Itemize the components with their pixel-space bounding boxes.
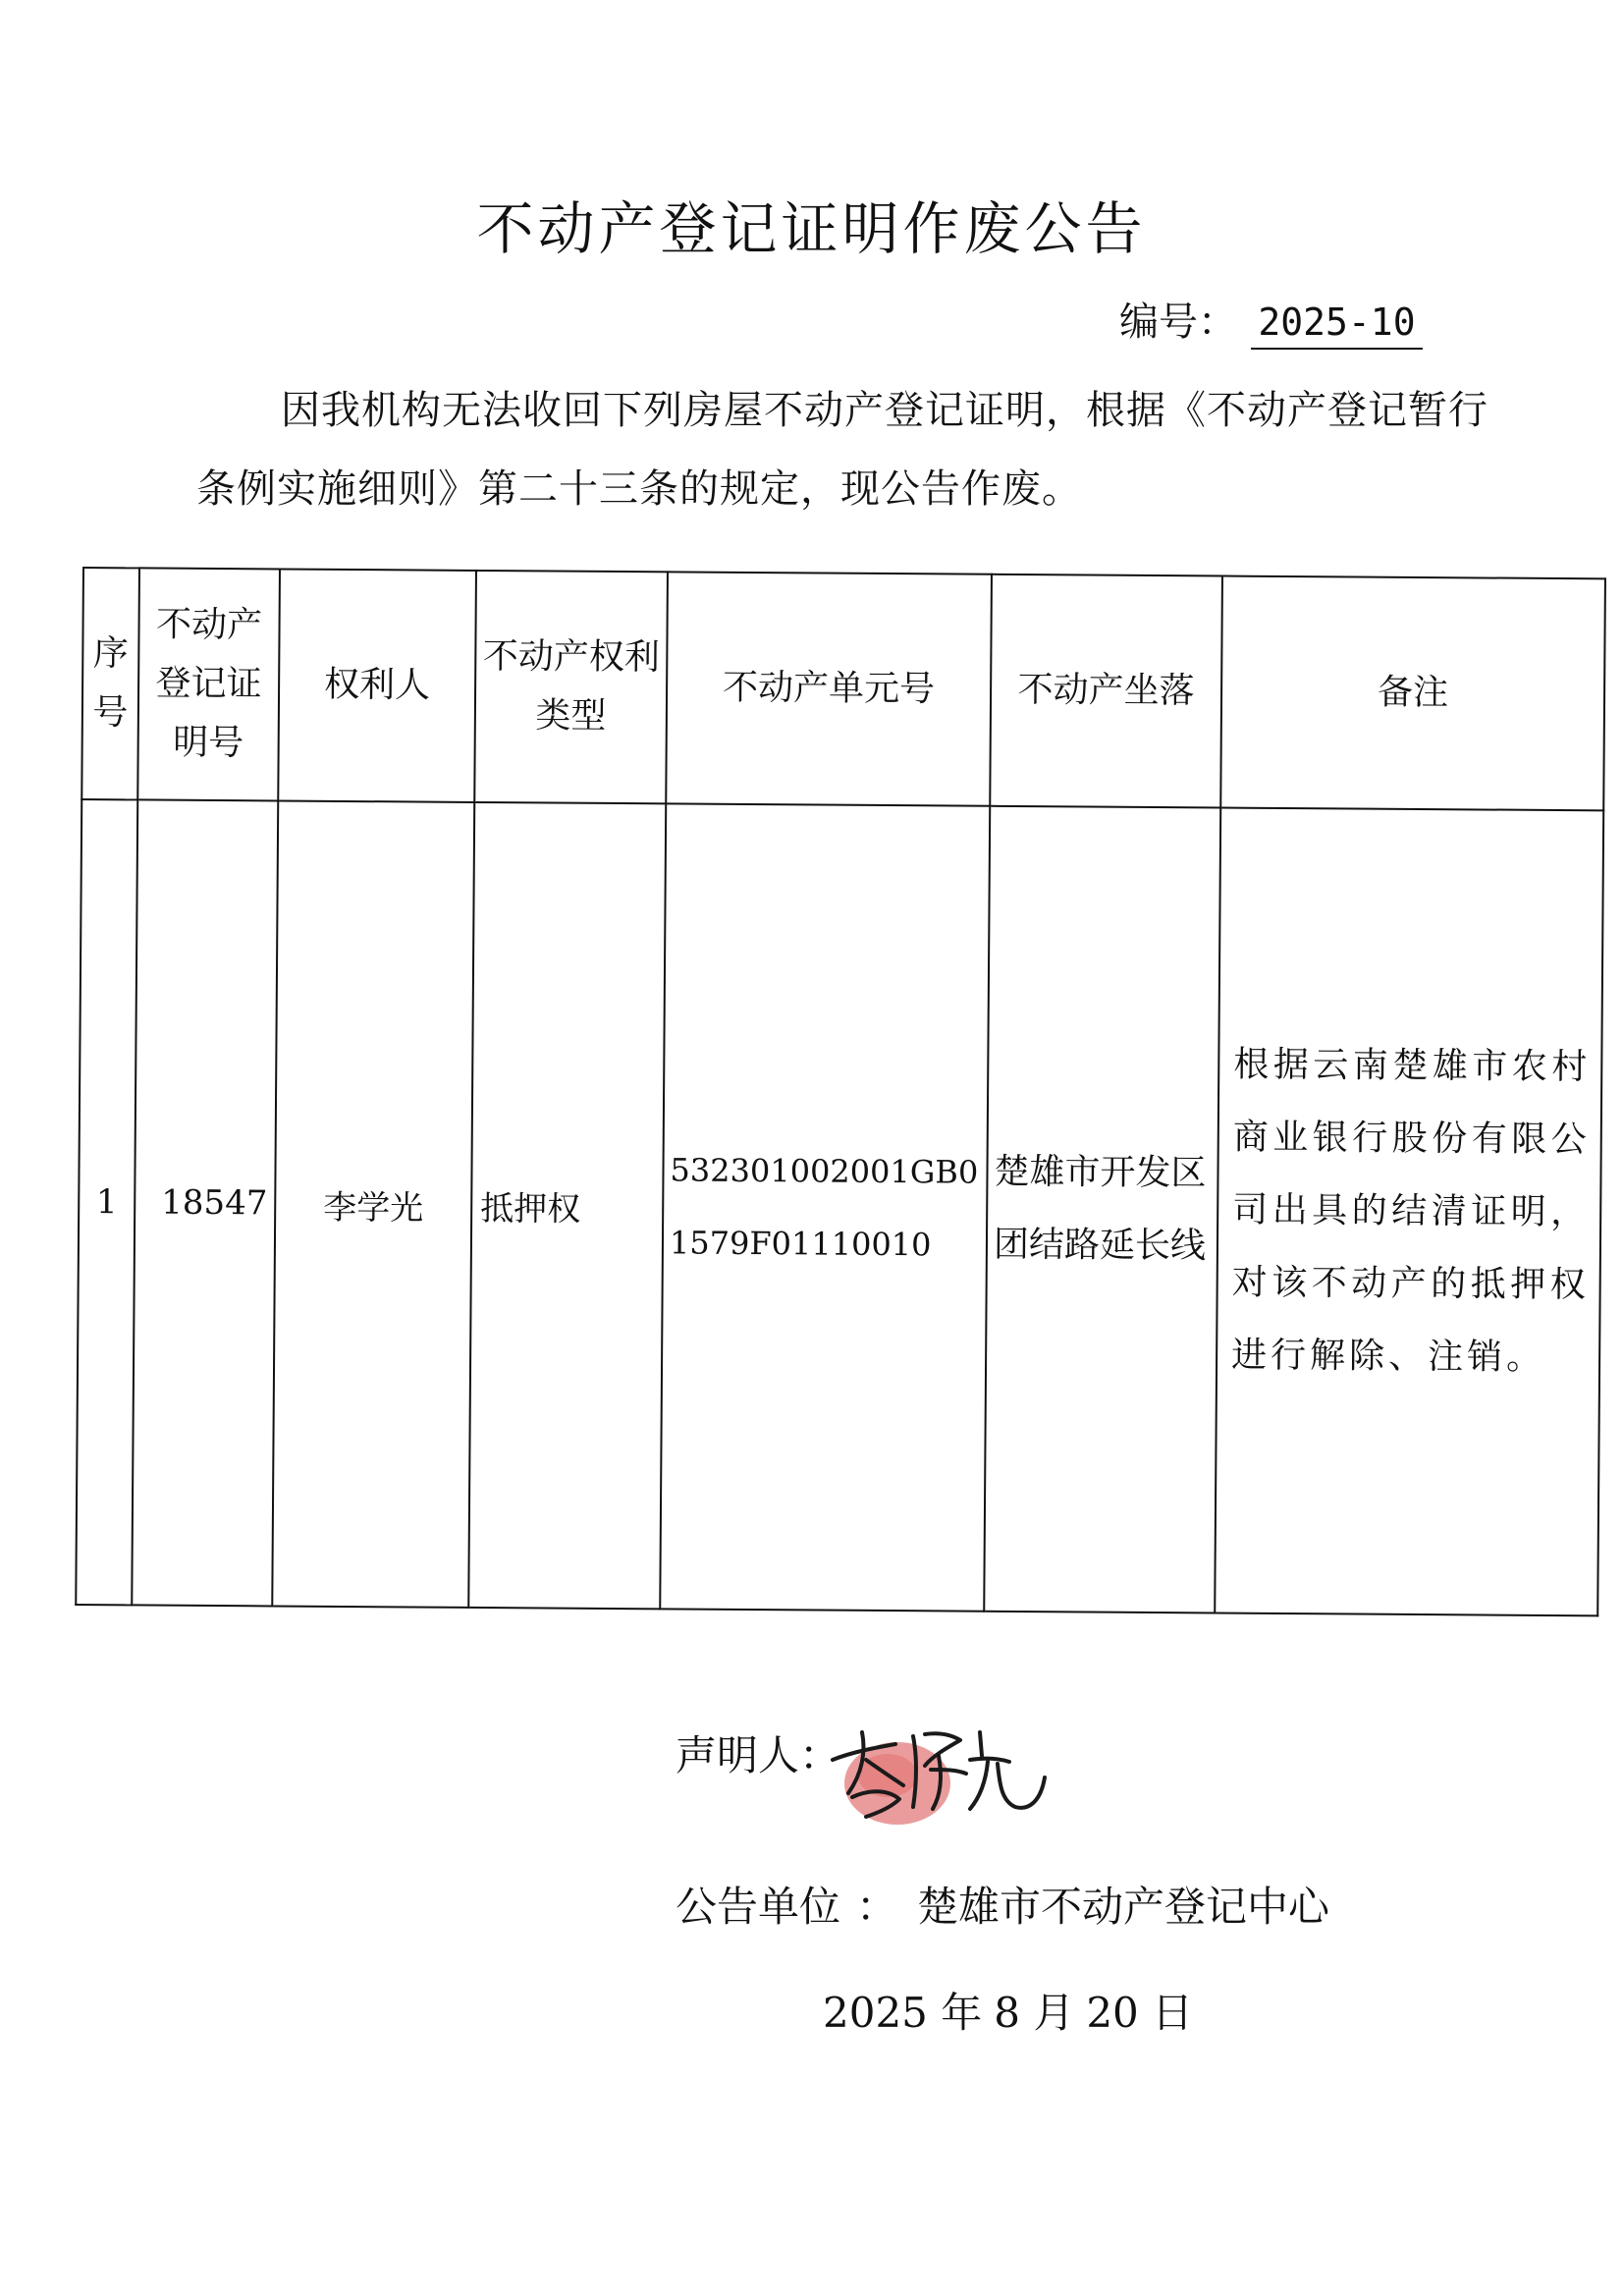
cell-remark: 根据云南楚雄市农村商业银行股份有限公司出具的结清证明，对该不动产的抵押权进行解除、注销。 — [1215, 808, 1603, 1616]
date-month: 8 月 — [994, 1989, 1075, 2037]
page-title: 不动产登记证明作废公告 — [476, 195, 1147, 262]
announcement-date — [823, 1984, 1193, 2043]
cell-seq: 1 — [76, 799, 137, 1605]
header-remark: 备注 — [1220, 576, 1605, 811]
announcement-table-wrapper — [75, 567, 1604, 1616]
header-cert-no: 不动产登记证明号 — [137, 568, 280, 800]
document-number-label: 编号： — [1119, 300, 1237, 345]
cell-location: 楚雄市开发区团结路延长线 — [984, 806, 1220, 1613]
header-unit-no: 不动产单元号 — [666, 572, 992, 805]
header-location: 不动产坐落 — [990, 574, 1222, 808]
issuer-label: 公告单位 — [676, 1883, 841, 1931]
cell-cert-no: 18547 — [132, 799, 278, 1606]
cell-unit-no: 532301002001GB01579F01110010 — [660, 803, 990, 1611]
date-day: 20 日 — [1086, 1989, 1194, 2037]
cell-right-type: 抵押权 — [468, 802, 666, 1609]
cell-holder: 李学光 — [272, 800, 474, 1607]
issuer-separator: ： — [856, 1883, 898, 1931]
table-row — [76, 799, 1603, 1615]
issuer-line — [676, 1878, 1329, 1937]
table-header-row — [81, 568, 1605, 810]
document-number-value: 2025-10 — [1251, 297, 1423, 350]
handwritten-signature — [823, 1687, 1058, 1834]
header-right-type: 不动产权利类型 — [474, 571, 668, 803]
announcement-table — [75, 567, 1606, 1616]
document-number — [1119, 295, 1423, 350]
date-year: 2025 年 — [823, 1989, 983, 2037]
intro-paragraph: 因我机构无法收回下列房屋不动产登记证明，根据《不动产登记暂行条例实施细则》第二十三条的规定，现公告作废。 — [196, 388, 1488, 512]
issuer-name: 楚雄市不动产登记中心 — [917, 1883, 1330, 1931]
declarant-label: 声明人： — [676, 1731, 841, 1779]
header-holder: 权利人 — [278, 569, 476, 801]
header-seq: 序号 — [81, 568, 139, 799]
